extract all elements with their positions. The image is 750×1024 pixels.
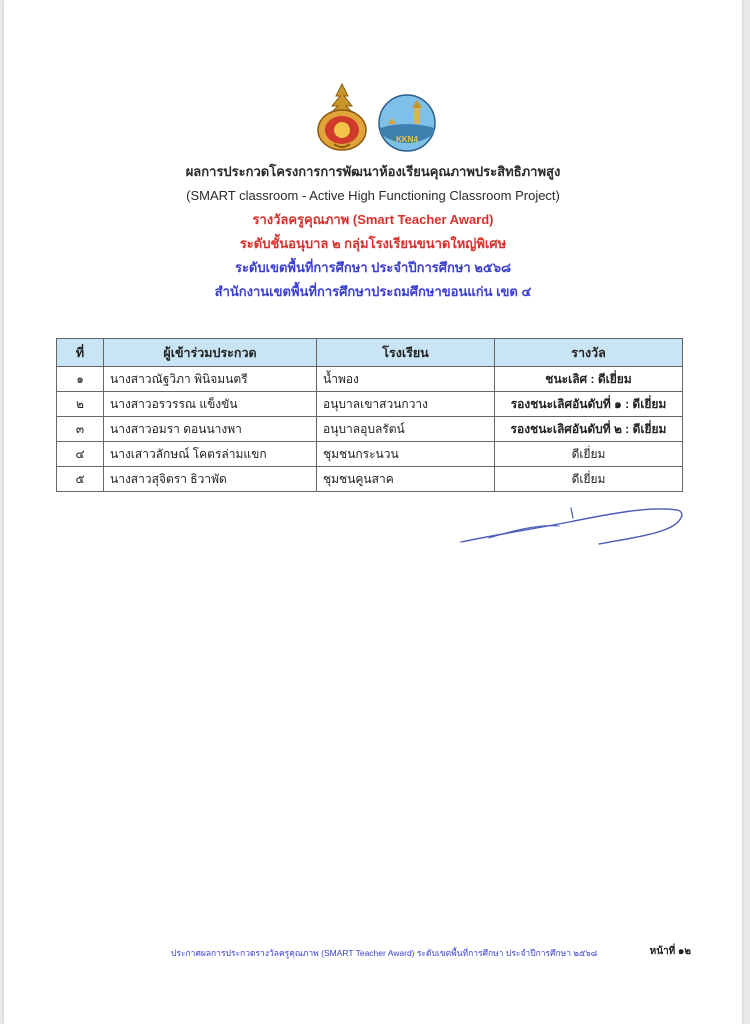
row-participant: นางสาวอมรา ดอนนางพา <box>104 417 317 442</box>
row-school: น้ำพอง <box>317 367 495 392</box>
office-logo-text: KKN4 <box>396 135 418 144</box>
office-circle-logo <box>378 94 436 152</box>
row-award: รองชนะเลิศอันดับที่ ๑ : ดีเยี่ยม <box>495 392 683 417</box>
row-no: ๑ <box>57 367 104 392</box>
heading-office: สำนักงานเขตพื้นที่การศึกษาประถมศึกษาขอนแก่น เขต ๔ <box>214 284 532 299</box>
row-participant: นางสาวอรวรรณ แข็งขัน <box>104 392 317 417</box>
col-header-school: โรงเรียน <box>317 339 495 367</box>
handwritten-signature <box>459 500 689 550</box>
table-row <box>57 442 683 467</box>
table-row <box>57 392 683 417</box>
row-school: ชุมชนกระนวน <box>317 442 495 467</box>
row-school: อนุบาลเขาสวนกวาง <box>317 392 495 417</box>
row-award: ชนะเลิศ : ดีเยี่ยม <box>495 367 683 392</box>
row-no: ๔ <box>57 442 104 467</box>
row-school: อนุบาลอุบลรัตน์ <box>317 417 495 442</box>
col-header-award: รางวัล <box>495 339 683 367</box>
document-page <box>4 0 742 1024</box>
heading-level: ระดับชั้นอนุบาล ๒ กลุ่มโรงเรียนขนาดใหญ่พิเศษ <box>239 236 507 251</box>
table-row <box>57 467 683 492</box>
row-no: ๓ <box>57 417 104 442</box>
table-row <box>57 417 683 442</box>
col-header-participant: ผู้เข้าร่วมประกวด <box>104 339 317 367</box>
row-participant: นางสาวณัฐวิภา พินิจมนตรี <box>104 367 317 392</box>
table-row <box>57 367 683 392</box>
logo-group <box>314 82 444 154</box>
row-award: ดีเยี่ยม <box>495 442 683 467</box>
heading-area-year: ระดับเขตพื้นที่การศึกษา ประจำปีการศึกษา ๒๕๖๘ <box>234 260 512 275</box>
school-emblem-logo <box>314 82 370 152</box>
footer-text: ประกาศผลการประกวดรางวัลครูคุณภาพ (SMART Teacher Award) ระดับเขตพื้นที่การศึกษา ประจำปีการศึกษา ๒๕๖๘ <box>171 948 598 958</box>
page-footer <box>171 946 691 960</box>
row-no: ๕ <box>57 467 104 492</box>
heading-project-thai: ผลการประกวดโครงการการพัฒนาห้องเรียนคุณภาพประสิทธิภาพสูง <box>185 164 561 179</box>
document-headings <box>4 160 742 304</box>
row-school: ชุมชนคูนสาค <box>317 467 495 492</box>
row-participant: นางสาวสุจิตรา ธิวาพัด <box>104 467 317 492</box>
row-no: ๒ <box>57 392 104 417</box>
row-award: ดีเยี่ยม <box>495 467 683 492</box>
heading-project-english: (SMART classroom - Active High Functioning Classroom Project) <box>186 188 560 203</box>
heading-award: รางวัลครูคุณภาพ (Smart Teacher Award) <box>252 212 494 227</box>
page-number: หน้าที่ ๑๒ <box>649 946 691 957</box>
table-header-row <box>57 339 683 367</box>
row-award: รองชนะเลิศอันดับที่ ๒ : ดีเยี่ยม <box>495 417 683 442</box>
row-participant: นางเสาวลักษณ์ โคตรล่ามแขก <box>104 442 317 467</box>
col-header-no: ที่ <box>57 339 104 367</box>
results-table <box>56 338 683 492</box>
